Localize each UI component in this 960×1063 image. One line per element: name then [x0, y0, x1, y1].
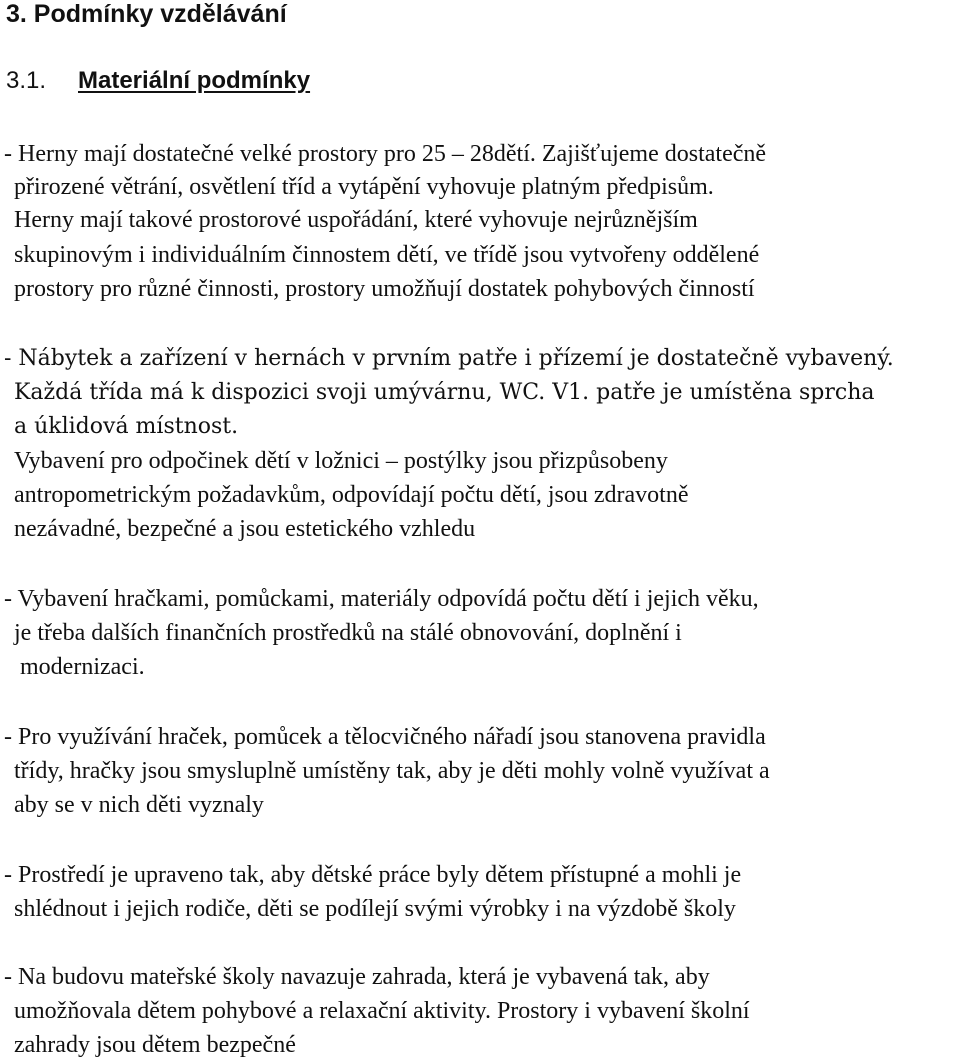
- paragraph-line: Vybavení pro odpočinek dětí v ložnici – postýlky jsou přizpůsobeny: [14, 448, 668, 474]
- paragraph-line: - Pro využívání hraček, pomůcek a tělocvičného nářadí jsou stanovena pravidla: [4, 724, 766, 750]
- paragraph-line: a úklidová místnost.: [14, 414, 239, 439]
- paragraph-line: umožňovala dětem pohybové a relaxační aktivity. Prostory i vybavení školní: [14, 998, 750, 1024]
- paragraph-line: zahrady jsou dětem bezpečné: [14, 1032, 296, 1058]
- paragraph-line: aby se v nich děti vyznaly: [14, 792, 264, 818]
- paragraph-line: - Herny mají dostatečné velké prostory pro 25 – 28dětí. Zajišťujeme dostatečně: [4, 141, 767, 167]
- paragraph-line: - Vybavení hračkami, pomůckami, materiály odpovídá počtu dětí i jejich věku,: [4, 586, 759, 612]
- paragraph-line: antropometrickým požadavkům, odpovídají počtu dětí, jsou zdravotně: [14, 482, 689, 508]
- paragraph-line: Každá třída má k dispozici svoji umývárnu, WC. V1. patře je umístěna sprcha: [14, 380, 875, 405]
- paragraph-line: Herny mají takové prostorové uspořádání, které vyhovuje nejrůznějším: [14, 207, 698, 233]
- paragraph-line: nezávadné, bezpečné a jsou estetického vzhledu: [14, 516, 476, 542]
- paragraph-line: - Prostředí je upraveno tak, aby dětské práce byly dětem přístupné a mohli je: [4, 862, 742, 888]
- subsection-heading: [6, 64, 310, 98]
- subsection-number: 3.1.: [6, 67, 47, 94]
- paragraph-line: modernizaci.: [20, 654, 145, 680]
- paragraph-line: prostory pro různé činnosti, prostory umožňují dostatek pohybových činností: [14, 276, 755, 302]
- paragraph-line: je třeba dalších finančních prostředků na stálé obnovování, doplnění i: [14, 620, 682, 646]
- paragraph-line: třídy, hračky jsou smysluplně umístěny tak, aby je děti mohly volně využívat a: [14, 758, 770, 784]
- paragraph-line: - Na budovu mateřské školy navazuje zahrada, která je vybavená tak, aby: [4, 964, 710, 990]
- section-heading: 3. Podmínky vzdělávání: [6, 0, 287, 28]
- paragraph-line: skupinovým i individuálním činnostem dětí, ve třídě jsou vytvořeny oddělené: [14, 242, 760, 268]
- paragraph-line: shlédnout i jejich rodiče, děti se podílejí svými výrobky i na výzdobě školy: [14, 896, 736, 922]
- paragraph-line: - Nábytek a zařízení v hernách v prvním patře i přízemí je dostatečně vybavený.: [4, 346, 894, 371]
- subsection-title: Materiální podmínky: [78, 67, 311, 94]
- paragraph-line: přirozené větrání, osvětlení tříd a vytápění vyhovuje platným předpisům.: [14, 174, 714, 200]
